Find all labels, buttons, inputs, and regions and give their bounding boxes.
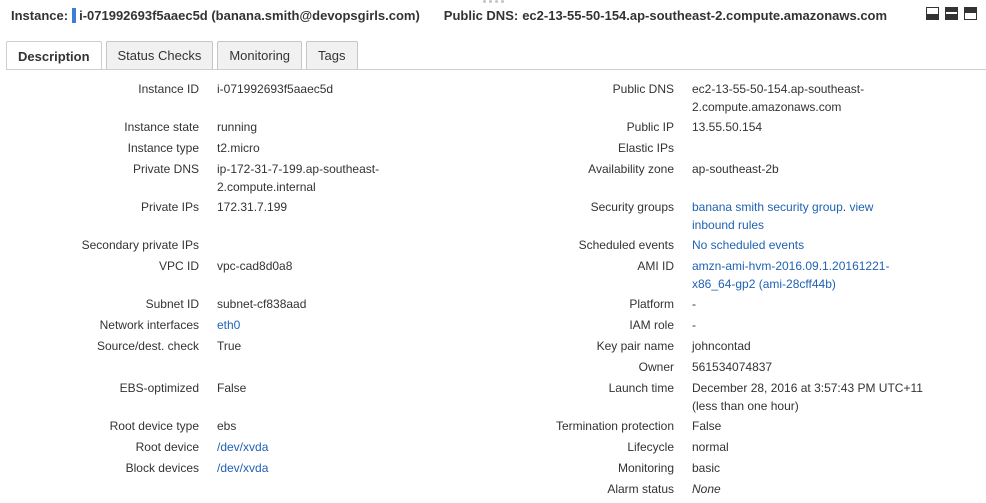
label-security-groups: Security groups [590, 200, 674, 214]
security-group-link[interactable]: banana smith security group [692, 200, 843, 214]
value-platform: - [692, 297, 696, 311]
value-source-dest-check: True [217, 339, 242, 353]
label-ebs-optimized: EBS-optimized [119, 381, 199, 395]
value-network-interfaces [217, 316, 240, 334]
ami-id-link[interactable]: amzn-ami-hvm-2016.09.1.20161221- [692, 259, 890, 273]
tab-monitoring[interactable]: Monitoring [217, 41, 302, 69]
view-toggle-group [926, 7, 977, 20]
label-block-devices: Block devices [125, 461, 199, 475]
value-instance-state: running [217, 120, 258, 134]
tab-status-checks[interactable]: Status Checks [106, 41, 214, 69]
value-vpc-id: vpc-cad8d0a8 [217, 259, 293, 273]
public-dns-value: ec2-13-55-50-154.ap-southeast-2.compute.amazonaws.com [522, 7, 888, 23]
value-alarm-status: None [692, 482, 721, 496]
label-lifecycle: Lifecycle [627, 440, 674, 454]
view-inbound-rules-link-cont[interactable]: inbound rules [692, 218, 765, 232]
value-public-ip: 13.55.50.154 [692, 120, 763, 134]
panel-top-icon[interactable] [964, 7, 977, 20]
value-ebs-optimized: False [217, 381, 247, 395]
scheduled-events-link[interactable]: No scheduled events [692, 238, 805, 252]
panel-split-icon[interactable] [945, 7, 958, 20]
value-launch-time-line1: December 28, 2016 at 3:57:43 PM UTC+11 [692, 381, 923, 395]
ami-id-link-cont[interactable]: x86_64-gp2 (ami-28cff44b) [692, 277, 836, 291]
instance-value: i-071992693f5aaec5d (banana.smith@devopsgirls.com) [79, 7, 420, 23]
label-platform: Platform [629, 297, 674, 311]
value-iam-role: - [692, 318, 696, 332]
instance-header [11, 5, 887, 25]
value-termination-protection: False [692, 419, 722, 433]
label-ami-id: AMI ID [637, 259, 674, 273]
label-iam-role: IAM role [629, 318, 674, 332]
panel-bottom-icon[interactable] [926, 7, 939, 20]
tab-tags[interactable]: Tags [306, 41, 357, 69]
label-secondary-private-ips: Secondary private IPs [81, 238, 199, 252]
public-dns-label: Public DNS: [443, 7, 519, 23]
eth0-link[interactable]: eth0 [217, 318, 241, 332]
value-private-dns-line1: ip-172-31-7-199.ap-southeast- [217, 162, 380, 176]
label-network-interfaces: Network interfaces [99, 318, 199, 332]
value-lifecycle: normal [692, 440, 729, 454]
value-owner: 561534074837 [692, 360, 773, 374]
instance-marker [72, 8, 76, 23]
security-group-separator: . [842, 200, 847, 214]
instance-label: Instance: [11, 7, 69, 23]
value-key-pair-name: johncontad [692, 339, 751, 353]
label-monitoring: Monitoring [617, 461, 674, 475]
value-instance-type: t2.micro [217, 141, 260, 155]
label-instance-type: Instance type [127, 141, 199, 155]
value-public-dns-line2: 2.compute.amazonaws.com [692, 100, 842, 114]
value-root-device [217, 438, 268, 456]
value-root-device-type: ebs [217, 419, 237, 433]
value-availability-zone: ap-southeast-2b [692, 162, 779, 176]
resize-grip[interactable] [483, 0, 505, 4]
label-subnet-id: Subnet ID [145, 297, 199, 311]
label-private-dns: Private DNS [132, 162, 199, 176]
value-public-dns-line1: ec2-13-55-50-154.ap-southeast- [692, 82, 865, 96]
label-owner: Owner [638, 360, 674, 374]
label-availability-zone: Availability zone [588, 162, 674, 176]
tab-description[interactable]: Description [6, 41, 102, 70]
label-elastic-ips: Elastic IPs [617, 141, 674, 155]
label-key-pair-name: Key pair name [596, 339, 674, 353]
value-public-dns [692, 80, 864, 116]
value-block-devices [217, 459, 268, 477]
label-public-ip: Public IP [626, 120, 674, 134]
label-private-ips: Private IPs [140, 200, 199, 214]
value-private-ips: 172.31.7.199 [217, 200, 288, 214]
label-instance-state: Instance state [124, 120, 199, 134]
value-private-dns [217, 160, 379, 196]
label-source-dest-check: Source/dest. check [96, 339, 199, 353]
value-subnet-id: subnet-cf838aad [217, 297, 307, 311]
value-scheduled-events [692, 236, 804, 254]
value-launch-time [692, 379, 923, 415]
label-launch-time: Launch time [608, 381, 674, 395]
label-scheduled-events: Scheduled events [578, 238, 674, 252]
label-alarm-status: Alarm status [607, 482, 674, 496]
value-monitoring: basic [692, 461, 721, 475]
value-instance-id: i-071992693f5aaec5d [217, 82, 334, 96]
value-launch-time-line2: (less than one hour) [692, 399, 799, 413]
label-root-device-type: Root device type [109, 419, 199, 433]
value-ami-id [692, 257, 889, 293]
label-vpc-id: VPC ID [158, 259, 199, 273]
view-inbound-rules-link[interactable]: view [849, 200, 874, 214]
label-termination-protection: Termination protection [555, 419, 674, 433]
label-root-device: Root device [135, 440, 199, 454]
root-device-link[interactable]: /dev/xvda [217, 440, 269, 454]
block-device-link[interactable]: /dev/xvda [217, 461, 269, 475]
value-security-groups [692, 198, 873, 234]
value-private-dns-line2: 2.compute.internal [217, 180, 316, 194]
label-public-dns: Public DNS [612, 82, 674, 96]
detail-tabs [6, 40, 362, 69]
tab-divider [6, 69, 986, 70]
label-instance-id: Instance ID [138, 82, 199, 96]
